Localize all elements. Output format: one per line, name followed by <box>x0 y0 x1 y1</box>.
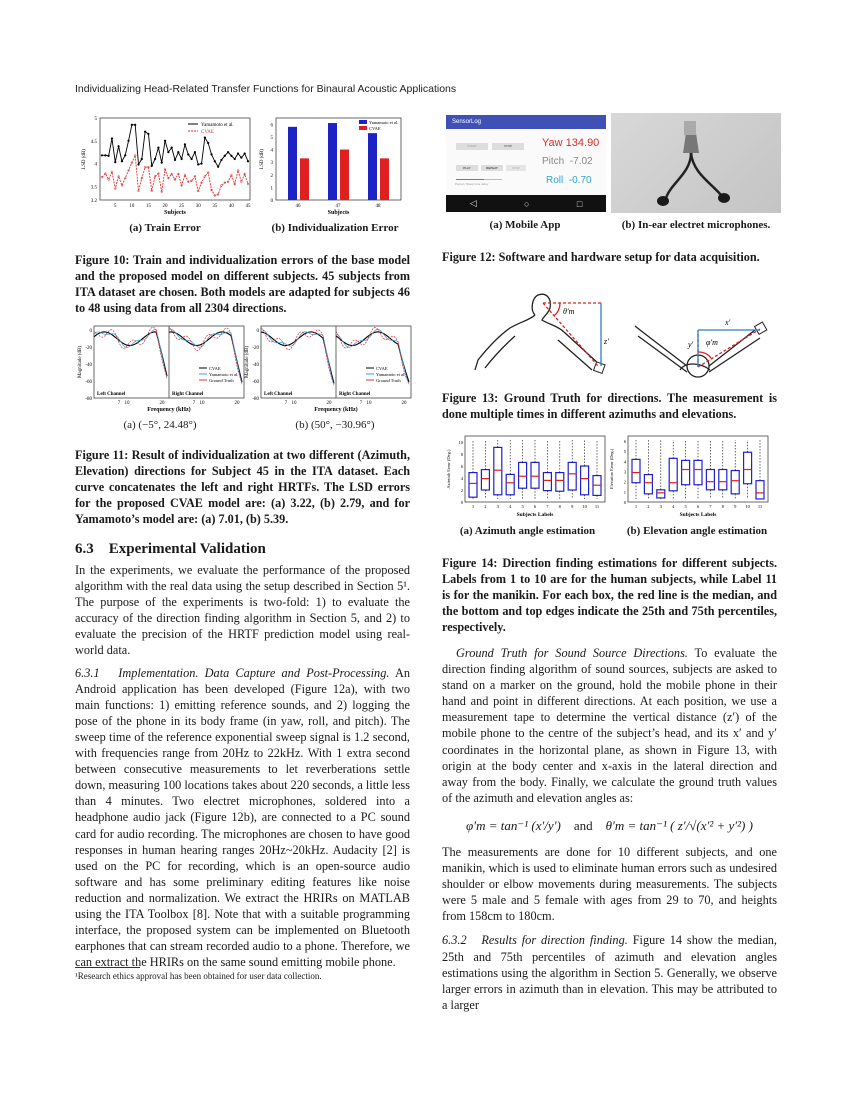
svg-text:5: 5 <box>270 135 273 141</box>
svg-text:Yamamoto et al.: Yamamoto et al. <box>209 372 239 377</box>
subsection-title: Implementation. Data Capture and Post-Processing. <box>118 665 390 680</box>
svg-text:7: 7 <box>117 401 121 406</box>
play-button[interactable]: PLAY <box>456 165 478 171</box>
svg-text:0: 0 <box>256 329 259 335</box>
svg-text:4: 4 <box>94 162 97 168</box>
svg-text:CVAE: CVAE <box>369 126 381 131</box>
svg-text:6: 6 <box>460 464 463 469</box>
svg-text:2: 2 <box>647 504 650 509</box>
figure-12b-subcaption: (b) In-ear electret microphones. <box>621 219 771 231</box>
svg-text:8: 8 <box>460 452 463 457</box>
figure-11-caption: Figure 11: Result of individualization at two different (Azimuth, Elevation) directions for Subject 45 in the ITA dataset. Each curve concatenates the left and right HRTFs. The LSD errors for the proposed CVAE model are: (a) 3.22, (b) 2.79, and for Yamamoto’s model are: (a) 7.01, (b) 5.39. <box>75 448 410 526</box>
svg-text:CVAE: CVAE <box>209 366 221 371</box>
svg-text:10: 10 <box>458 440 463 445</box>
svg-text:4: 4 <box>509 504 512 509</box>
slider-note: Period / Sleep time delay <box>455 182 489 186</box>
svg-text:48: 48 <box>375 204 381 209</box>
svg-text:11: 11 <box>594 504 600 509</box>
svg-text:4: 4 <box>460 476 463 481</box>
svg-text:Frequency (kHz): Frequency (kHz) <box>147 407 191 413</box>
svg-text:Magnitude (dB): Magnitude (dB) <box>78 345 83 379</box>
svg-text:Right Channel: Right Channel <box>172 392 204 397</box>
svg-text:45: 45 <box>245 204 251 209</box>
figure-14b-subcaption: (b) Elevation angle estimation <box>626 525 768 537</box>
svg-text:5: 5 <box>114 204 117 209</box>
ground-truth-paragraph <box>442 645 777 806</box>
ground-truth-title: Ground Truth for Sound Source Directions. <box>456 646 688 660</box>
svg-text:6: 6 <box>270 123 273 129</box>
svg-text:LSD (dB): LSD (dB) <box>82 149 87 169</box>
svg-text:Ground Truth: Ground Truth <box>376 378 401 383</box>
svg-text:15: 15 <box>145 204 151 209</box>
svg-text:0: 0 <box>623 500 626 505</box>
svg-text:1: 1 <box>471 504 475 509</box>
svg-text:-60: -60 <box>85 380 92 386</box>
svg-text:-40: -40 <box>85 363 92 369</box>
svg-text:0: 0 <box>89 329 92 335</box>
section-title: Experimental Validation <box>108 541 266 557</box>
svg-text:40: 40 <box>228 204 234 209</box>
subsection-6-3-2-paragraph: 6.3.2 Results for direction finding. Figure 14 show the median, 25th and 75th percentiles of azimuth and elevation angles estimations using the algorithm in Section 5. Generally, we observe larger errors in azimuth than in elevation. This may be attributed to a larger <box>442 933 778 1012</box>
recents-icon[interactable]: □ <box>576 198 583 209</box>
figure-12-caption: Figure 12: Software and hardware setup for data acquisition. <box>442 250 760 264</box>
svg-text:10: 10 <box>291 401 297 406</box>
svg-text:3: 3 <box>659 504 662 509</box>
svg-text:1: 1 <box>270 186 273 192</box>
svg-text:7: 7 <box>546 504 549 509</box>
svg-text:-80: -80 <box>85 397 92 402</box>
svg-text:3: 3 <box>496 504 499 509</box>
svg-text:5: 5 <box>521 504 524 509</box>
android-nav-bar <box>446 195 606 212</box>
svg-text:3.2: 3.2 <box>90 199 97 204</box>
figure-11a-subcaption: (a) (−5°, 24.48°) <box>123 419 197 431</box>
ground-truth-body: To evaluate the direction finding algorithm of sound sources, subjects are asked to stand on a marker on the ground, hold the mobile phone in their hand and point in different directions. At each position, we use a measurement tape to determine the vertical distance (z′) of the mobile phone to the centre of the subject’s head, and its x′ and y′ coordinates in the horizontal plane, as shown in Figure 13, with origin at the body center and x-axis in the lateral direction and away from the body. Finally, we calculate the ground truth values of the azimuth and elevation angles as: <box>442 646 777 805</box>
svg-text:7: 7 <box>359 401 363 406</box>
stop-button[interactable]: STOP <box>492 143 524 150</box>
svg-text:2: 2 <box>460 488 463 493</box>
svg-text:Frequency (kHz): Frequency (kHz) <box>314 407 358 413</box>
footnote: ¹Research ethics approval has been obtained for user data collection. <box>75 971 322 981</box>
figure-11b-subcaption: (b) (50°, −30.96°) <box>295 419 375 431</box>
svg-text:Yamamoto et al.: Yamamoto et al. <box>369 120 399 125</box>
subsection-6-3-1-paragraph <box>75 665 410 971</box>
figure-12b-microphones-photo <box>611 113 781 213</box>
figure-14a-azimuth-boxplot <box>443 432 606 520</box>
footnote-rule <box>75 967 140 968</box>
svg-text:3: 3 <box>623 469 626 475</box>
figure-10a-train-error-chart <box>78 112 258 220</box>
svg-text:-20: -20 <box>252 346 259 352</box>
svg-text:9: 9 <box>734 504 737 509</box>
svg-text:-80: -80 <box>252 397 259 402</box>
svg-text:Subjects Labels: Subjects Labels <box>679 512 717 518</box>
svg-text:10: 10 <box>582 504 587 509</box>
svg-text:20: 20 <box>401 401 407 406</box>
svg-text:10: 10 <box>129 204 135 209</box>
svg-text:1: 1 <box>623 489 626 495</box>
svg-text:Magnitude (dB): Magnitude (dB) <box>245 345 250 379</box>
z-label: z′ <box>604 337 609 346</box>
svg-text:3: 3 <box>270 161 273 167</box>
figure-14b-elevation-boxplot <box>606 432 776 520</box>
stop2-button[interactable]: STOP <box>506 165 526 171</box>
delay-slider-track <box>484 179 502 180</box>
svg-text:11: 11 <box>757 504 763 509</box>
svg-text:25: 25 <box>179 204 185 209</box>
svg-text:6: 6 <box>533 504 537 509</box>
svg-text:0: 0 <box>270 199 273 204</box>
svg-text:4: 4 <box>672 504 675 509</box>
svg-text:1: 1 <box>634 504 638 509</box>
measurement-paragraph: The measurements are done for 10 different subjects, and one manikin, which is used to eliminate human errors such as undesired shoulder or elbow movements during measurements. The subjects were 5 male and 5 female with ages from 29 to 70, and heights from 158cm to 180cm. <box>442 844 777 924</box>
running-header: Individualizing Head-Related Transfer Functions for Binaural Acoustic Applications <box>75 83 457 95</box>
svg-text:-40: -40 <box>252 363 259 369</box>
svg-text:8: 8 <box>721 504 724 509</box>
figure-11a-hrtf-chart <box>76 322 248 417</box>
yaw-readout: Yaw 134.90 <box>542 137 600 149</box>
svg-text:LSD (dB): LSD (dB) <box>260 149 265 169</box>
y-label: y′ <box>688 340 694 349</box>
svg-text:Subjects: Subjects <box>327 210 350 216</box>
app-title-bar: SensorLog <box>446 115 606 129</box>
figure-10a-subcaption: (a) Train Error <box>129 222 201 234</box>
svg-text:5: 5 <box>94 117 97 122</box>
svg-text:8: 8 <box>558 504 561 509</box>
svg-text:20: 20 <box>234 401 240 406</box>
svg-text:7: 7 <box>709 504 712 509</box>
svg-text:0: 0 <box>460 500 463 505</box>
figure-13-caption: Figure 13: Ground Truth for directions. The measurement is done multiple times in different azimuths and elevations. <box>442 391 777 421</box>
svg-text:7: 7 <box>192 401 196 406</box>
svg-text:2: 2 <box>270 173 273 179</box>
theta-label: θ′m <box>563 307 575 316</box>
subsection-number: 6.3.1 <box>75 665 100 680</box>
svg-text:4: 4 <box>270 148 273 154</box>
figure-12a-mobile-app-screenshot <box>446 115 606 212</box>
back-icon[interactable]: ◁ <box>469 198 477 208</box>
figure-14-caption: Figure 14: Direction finding estimations for different subjects. Labels from 1 to 10 are for the human subjects, while Label 11 is for the manikin. For each box, the red line is the median, and the bottom and top edges indicate the 25th and 75th percentiles, respectively. <box>442 556 777 634</box>
svg-text:35: 35 <box>212 204 218 209</box>
svg-text:Azimuth Error (Deg.): Azimuth Error (Deg.) <box>446 449 451 489</box>
svg-text:-20: -20 <box>85 346 92 352</box>
svg-text:47: 47 <box>335 204 341 209</box>
svg-text:Left Channel: Left Channel <box>264 392 293 397</box>
svg-text:4: 4 <box>623 459 626 465</box>
svg-text:46: 46 <box>295 204 301 209</box>
figure-11b-hrtf-chart <box>243 322 415 417</box>
svg-text:2: 2 <box>623 479 626 485</box>
svg-text:10: 10 <box>745 504 750 509</box>
svg-text:20: 20 <box>162 204 168 209</box>
svg-text:Right Channel: Right Channel <box>339 392 371 397</box>
svg-text:9: 9 <box>571 504 574 509</box>
section-number: 6.3 <box>75 541 94 557</box>
ground-truth-equation: φ′m = tan⁻¹ (x′/y′) and θ′m = tan⁻¹ ( z′/√(x′² + y′²) ) <box>466 817 753 833</box>
svg-text:5: 5 <box>684 504 687 509</box>
subsection-body: An Android application has been developed (Figure 12a), with two main functions: 1) emitting reference sounds, and 2) logging the pose of the phone in its body frame (in yaw, roll, and pitch). The sweep time of the reference exponential sweep signal is 1.2 second, with frequencies range from 20Hz to 22kHz. With 1 extra second between consecutive measurements to let reverberations settle down, measuring 100 locations takes about 220 seconds, a little less than 4 minutes. Two electret microphones, soldered into a headphone audio jack (Figure 12b), are connected to a PC sound card for audio recording. The microphones are chosen to have good responses in human hearing ranges 20Hz~20kHz. Audacity [2] is used on the PC for recording, which is an open-source audio software and has some preliminary editing features like noise reduction and normalization. We extract the HRIRs on MATLAB using the ITA Toolbox [8]. Note that with a suitable programming interface, the proposed system can be implemented on Bluetooth earphones that can stream recorded audio to a phone. Therefore, we can extract the HRIRs on the same sound emitting mobile phone. <box>75 665 410 970</box>
figure-10b-subcaption: (b) Individualization Error <box>271 222 399 234</box>
svg-text:7: 7 <box>284 401 288 406</box>
svg-text:CVAE: CVAE <box>201 130 214 135</box>
phi-label: φ′m <box>706 338 718 347</box>
svg-text:30: 30 <box>195 204 201 209</box>
figure-14a-subcaption: (a) Azimuth angle estimation <box>459 525 596 537</box>
svg-text:3.5: 3.5 <box>90 185 97 191</box>
svg-text:Subjects Labels: Subjects Labels <box>516 512 554 518</box>
svg-text:Elevation Error (Deg.): Elevation Error (Deg.) <box>609 448 614 490</box>
delay-slider[interactable] <box>456 179 484 180</box>
svg-text:5: 5 <box>623 449 626 455</box>
svg-text:4.5: 4.5 <box>90 139 97 145</box>
svg-text:10: 10 <box>199 401 205 406</box>
pitch-readout: Pitch -7.02 <box>542 156 593 167</box>
svg-text:10: 10 <box>124 401 130 406</box>
svg-text:Yamamoto et al.: Yamamoto et al. <box>201 123 234 128</box>
section-heading <box>75 541 410 558</box>
svg-text:6: 6 <box>623 439 626 445</box>
svg-text:CVAE: CVAE <box>376 366 388 371</box>
svg-text:Subjects: Subjects <box>164 210 186 216</box>
svg-text:20: 20 <box>159 401 165 406</box>
figure-10b-individualization-error-chart <box>258 112 408 220</box>
section-intro-paragraph: In the experiments, we evaluate the performance of the proposed algorithm with the real data using the setup described in Section 5¹. The purpose of the experiments is two-fold: 1) to evaluate the accuracy of the direction finding algorithm in Section 5, and 2) to evaluate the precision of the HRTF prediction model using real-world data. <box>75 563 410 658</box>
figure-10-caption: Figure 10: Train and individualization errors of the base model and the proposed model on different subjects. 45 subjects from ITA dataset are chosen. Both models are adapted for subjects 46 to 48 using data from all 2304 directions. <box>75 253 410 315</box>
start-button[interactable]: START <box>456 143 488 150</box>
svg-text:10: 10 <box>366 401 372 406</box>
home-icon[interactable]: ○ <box>524 198 530 209</box>
svg-text:6: 6 <box>696 504 700 509</box>
svg-text:-60: -60 <box>252 380 259 386</box>
svg-text:Yamamoto et al.: Yamamoto et al. <box>376 372 406 377</box>
svg-text:2: 2 <box>484 504 487 509</box>
roll-readout: Roll -0.70 <box>546 175 592 186</box>
svg-text:Left Channel: Left Channel <box>97 392 126 397</box>
repeat-button[interactable]: REPEAT <box>481 165 503 171</box>
x-label: x′ <box>725 318 731 327</box>
svg-text:20: 20 <box>326 401 332 406</box>
figure-13-ground-truth-diagram <box>460 280 780 380</box>
figure-12a-subcaption: (a) Mobile App <box>489 219 561 231</box>
svg-text:Ground Truth: Ground Truth <box>209 378 234 383</box>
